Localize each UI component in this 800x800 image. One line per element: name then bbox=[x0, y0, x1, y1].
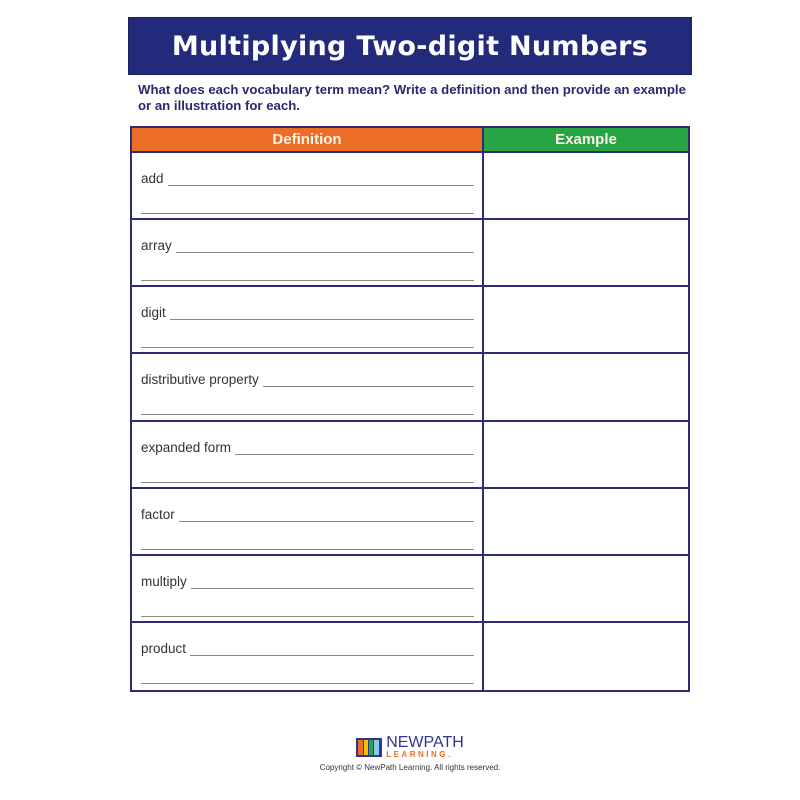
definition-cell[interactable] bbox=[132, 623, 484, 690]
vocab-term: digit bbox=[141, 305, 166, 321]
blank-line[interactable] bbox=[141, 683, 474, 684]
example-cell[interactable] bbox=[484, 354, 688, 421]
definition-cell[interactable] bbox=[132, 556, 484, 623]
example-cell[interactable] bbox=[484, 422, 688, 489]
definition-cell[interactable] bbox=[132, 422, 484, 489]
book-icon bbox=[356, 736, 382, 758]
vocab-term: add bbox=[141, 171, 164, 186]
blank-line[interactable] bbox=[190, 641, 474, 656]
example-cell[interactable] bbox=[484, 489, 688, 556]
vocabulary-table bbox=[130, 126, 690, 692]
definition-cell[interactable] bbox=[132, 220, 484, 287]
blank-line[interactable] bbox=[141, 482, 474, 483]
example-cell[interactable] bbox=[484, 220, 688, 287]
example-cell[interactable] bbox=[484, 556, 688, 623]
title-banner bbox=[128, 17, 692, 75]
blank-line[interactable] bbox=[191, 574, 474, 589]
copyright-text: Copyright © NewPath Learning. All rights reserved. bbox=[319, 763, 501, 772]
blank-line[interactable] bbox=[141, 616, 474, 617]
blank-line[interactable] bbox=[141, 549, 474, 550]
vocab-term: multiply bbox=[141, 573, 187, 589]
blank-line[interactable] bbox=[263, 372, 474, 387]
blank-line[interactable] bbox=[176, 238, 474, 253]
blank-line[interactable] bbox=[170, 305, 474, 320]
blank-line[interactable] bbox=[141, 414, 474, 415]
page-title: Multiplying Two-digit Numbers bbox=[171, 30, 649, 62]
blank-line[interactable] bbox=[179, 507, 474, 522]
definition-cell[interactable] bbox=[132, 489, 484, 556]
blank-line[interactable] bbox=[141, 213, 474, 214]
newpath-logo bbox=[300, 735, 520, 759]
instructions: What does each vocabulary term mean? Write a definition and then provide an example or an illustration for each. bbox=[138, 82, 686, 113]
blank-line[interactable] bbox=[141, 347, 474, 348]
example-cell[interactable] bbox=[484, 287, 688, 354]
vocab-term: distributive property bbox=[141, 372, 259, 388]
definition-cell[interactable] bbox=[132, 287, 484, 354]
example-cell[interactable] bbox=[484, 623, 688, 690]
vocab-term: product bbox=[141, 640, 187, 656]
column-header-definition: Definition bbox=[132, 128, 484, 153]
definition-cell[interactable] bbox=[132, 354, 484, 421]
logo-main-text: NEWPATH bbox=[386, 734, 464, 751]
footer bbox=[300, 735, 520, 772]
vocab-term: factor bbox=[141, 506, 175, 522]
blank-line[interactable] bbox=[235, 440, 474, 455]
vocab-term: expanded form bbox=[141, 439, 232, 455]
logo-sub-text: LEARNING. bbox=[386, 750, 453, 759]
vocab-term: array bbox=[141, 238, 172, 254]
blank-line[interactable] bbox=[168, 171, 474, 186]
definition-cell[interactable] bbox=[132, 153, 484, 220]
example-cell[interactable] bbox=[484, 153, 688, 220]
column-header-example: Example bbox=[484, 128, 688, 153]
blank-line[interactable] bbox=[141, 280, 474, 281]
